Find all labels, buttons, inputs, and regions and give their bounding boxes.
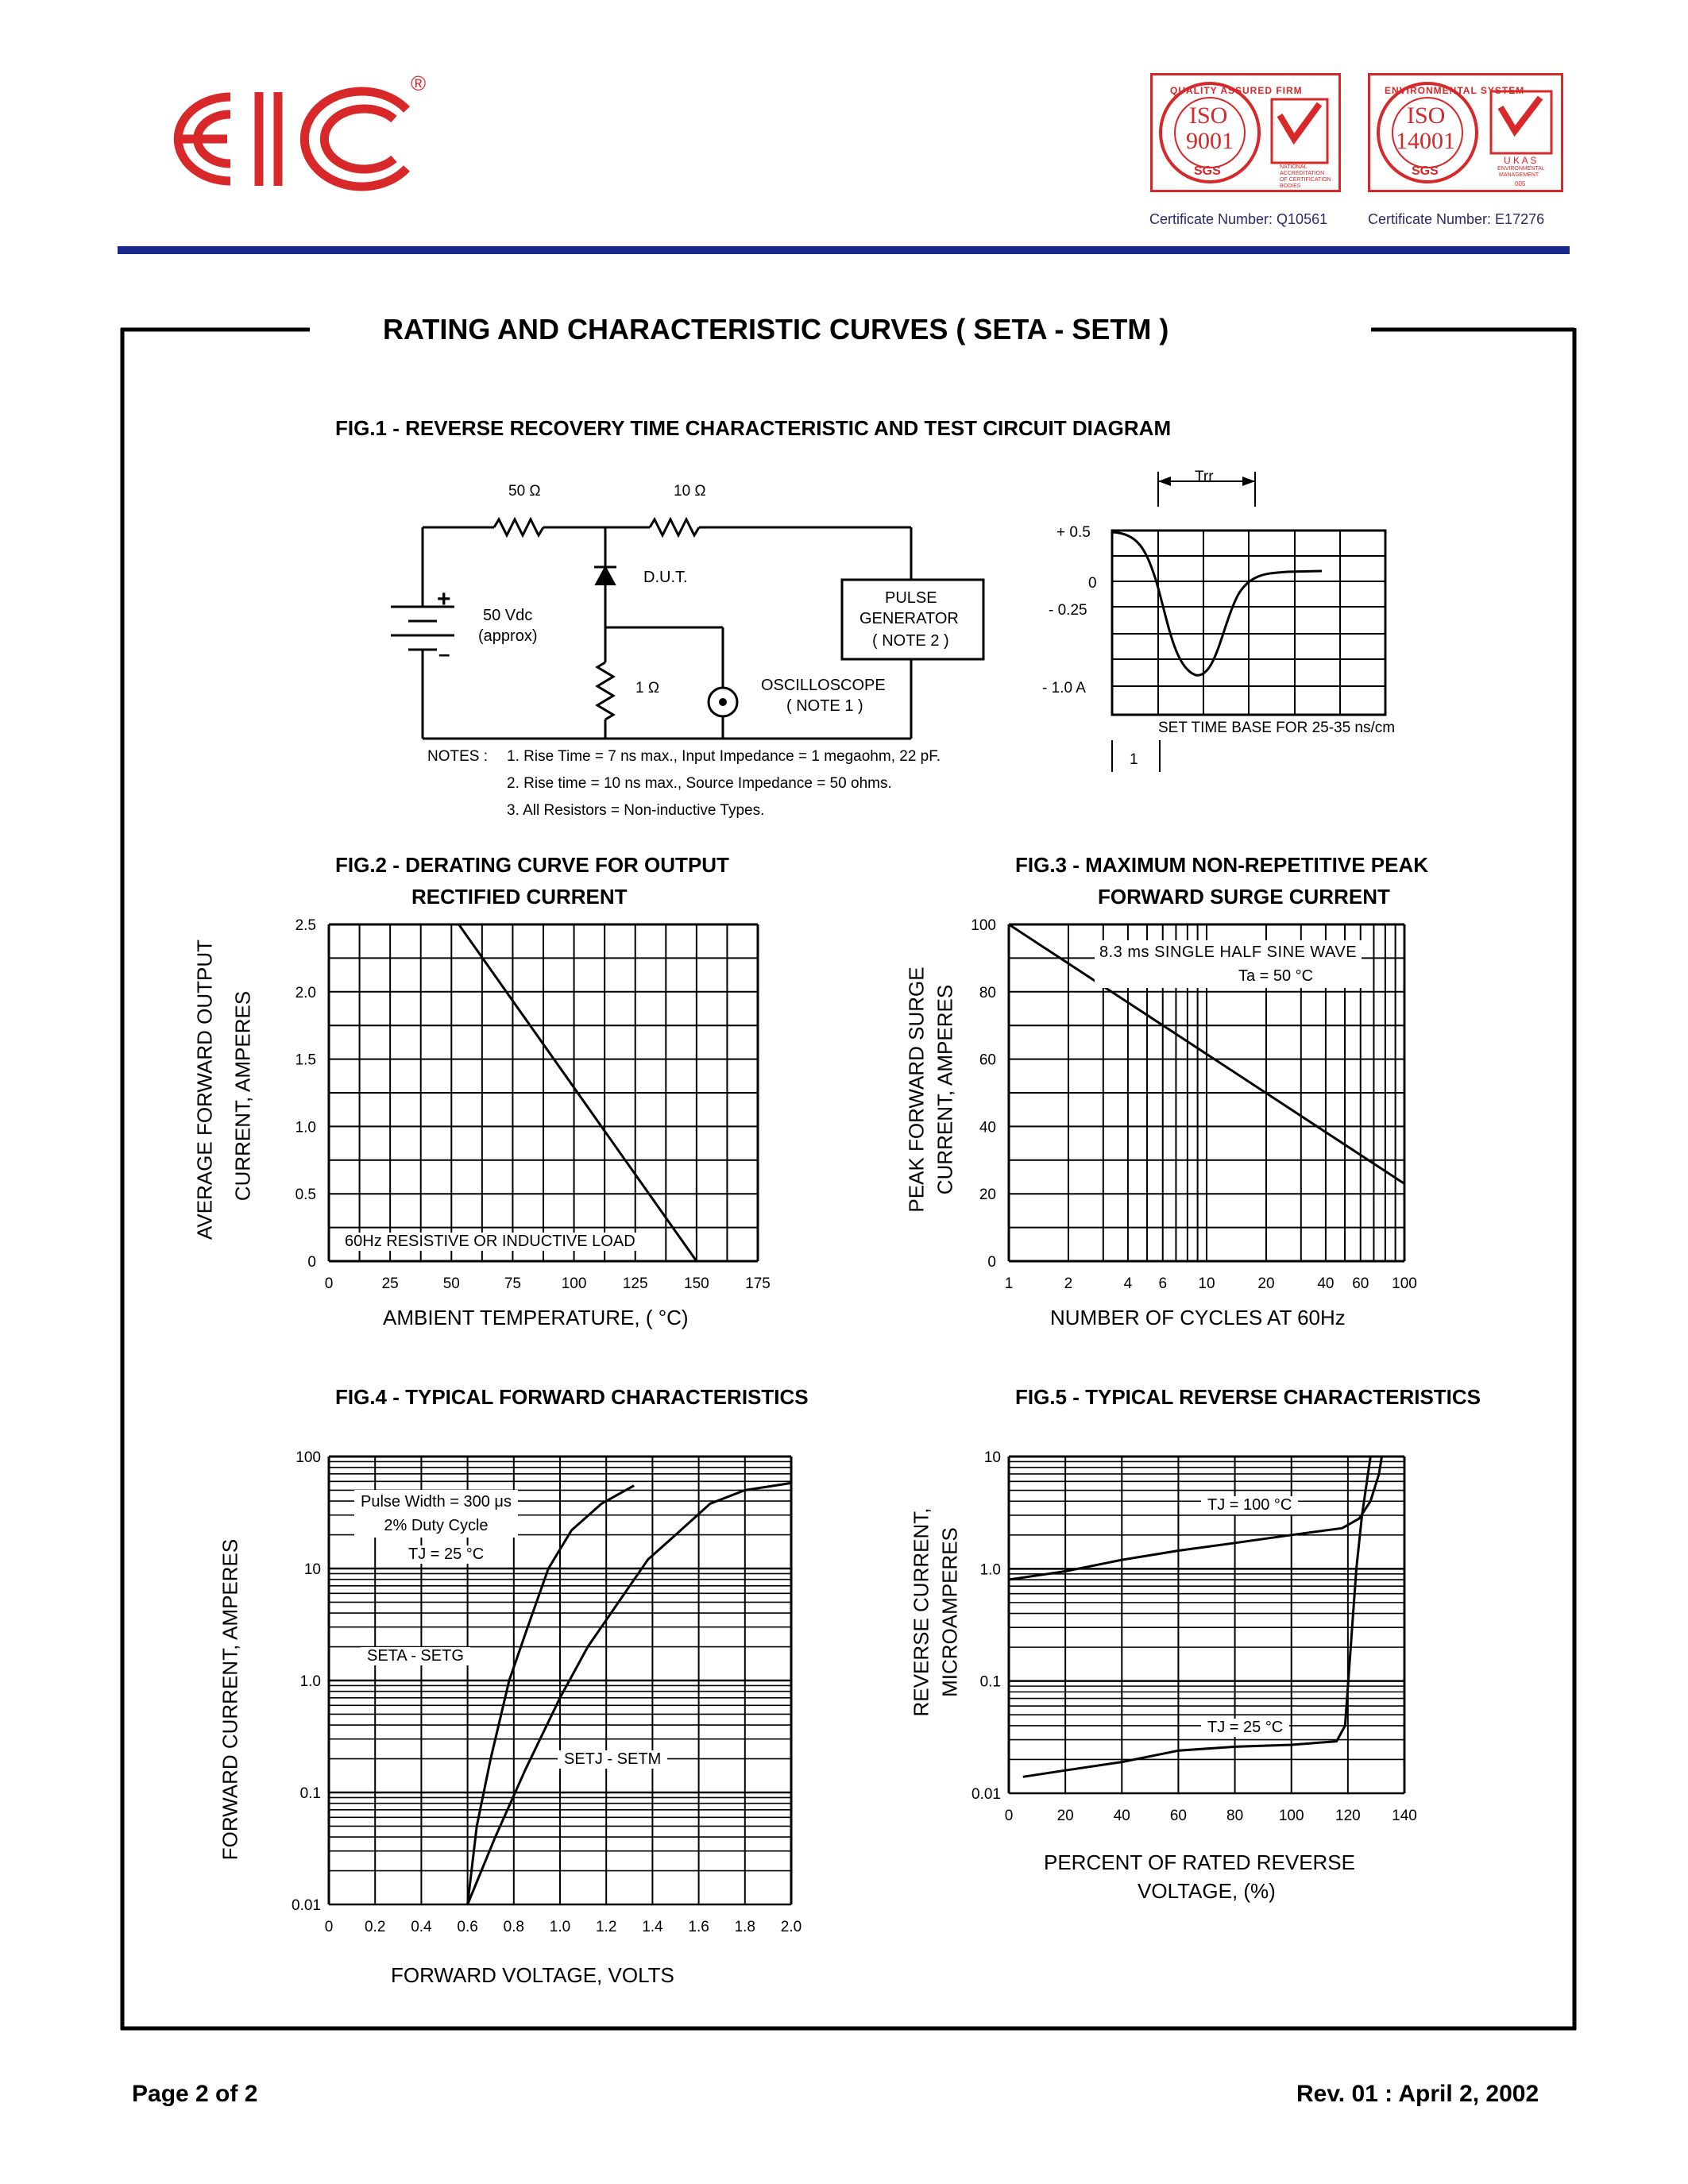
iso14001-iso-label: ISO [1407, 102, 1446, 129]
fig4-xtick: 2.0 [780, 1919, 802, 1935]
cert-number-e17276: Certificate Number: E17276 [1368, 211, 1545, 227]
iso9001-accreditation-1: NATIONAL [1280, 164, 1308, 170]
fig4-xtick: 0.6 [457, 1919, 478, 1935]
fig1-supply-label: 50 Vdc [483, 607, 533, 624]
iso14001-number: 14001 [1396, 128, 1455, 154]
fig5-ylabel-2: MICROAMPERES [937, 1527, 962, 1697]
fig2-ytick: 2.0 [295, 984, 316, 1001]
fig1-timebase-label: SET TIME BASE FOR 25-35 ns/cm [1158, 720, 1396, 736]
fig2-xtick: 25 [381, 1275, 399, 1292]
fig3-title-1: FIG.3 - MAXIMUM NON-REPETITIVE PEAK [1015, 853, 1429, 877]
fig2-xtick: 150 [684, 1275, 709, 1292]
fig5-xtick: 20 [1056, 1808, 1074, 1824]
fig1-title: FIG.1 - REVERSE RECOVERY TIME CHARACTERISTIC AND TEST CIRCUIT DIAGRAM [335, 416, 1172, 440]
fig2-annotation-text: 60Hz RESISTIVE OR INDUCTIVE LOAD [345, 1233, 635, 1250]
fig3-xtick: 40 [1317, 1275, 1335, 1292]
fig4-xtick: 0.2 [364, 1919, 386, 1935]
fig3-ytick: 0 [987, 1254, 996, 1271]
fig4-xtick: 1.6 [688, 1919, 709, 1935]
fig3-xtick: 1 [1004, 1275, 1014, 1292]
fig4-xtick: 1.8 [734, 1919, 756, 1935]
fig3-ylabel-2: CURRENT, AMPERES [933, 984, 957, 1195]
fig4-ytick: 1.0 [299, 1673, 321, 1690]
fig4-xtick: 0.8 [503, 1919, 525, 1935]
fig2-ytick: 2.5 [295, 917, 316, 934]
fig4-xtick: 1.4 [642, 1919, 663, 1935]
ukas-sub-1: ENVIRONMENTAL [1497, 166, 1545, 172]
fig3-xlabel: NUMBER OF CYCLES AT 60Hz [1050, 1306, 1346, 1329]
fig5-annotation-cold-text: TJ = 25 °C [1207, 1719, 1284, 1736]
fig5-ytick: 10 [983, 1449, 1001, 1466]
fig5-xtick: 80 [1226, 1808, 1244, 1824]
fig4-annotation-box [354, 1490, 518, 1538]
fig2-ytick: 1.0 [295, 1119, 316, 1136]
fig5-xlabel-2: VOLTAGE, (%) [1138, 1879, 1276, 1903]
fig1-trr-label: Trr [1195, 469, 1214, 485]
fig1-notes-label: NOTES : [427, 748, 489, 765]
fig1-wave-label-minus025: - 0.25 [1049, 602, 1087, 619]
fig3-annotation-2: Ta = 50 °C [1238, 967, 1314, 985]
ukas-sub-2: MANAGEMENT [1499, 172, 1539, 178]
fig1-wave-label-plus05: + 0.5 [1056, 524, 1091, 541]
fig3-xtick: 10 [1198, 1275, 1215, 1292]
fig4-xtick: 0 [324, 1919, 334, 1935]
fig2-title-1: FIG.2 - DERATING CURVE FOR OUTPUT [335, 853, 729, 877]
fig1-note-2: 2. Rise time = 10 ns max., Source Impedance = 50 ohms. [507, 775, 892, 792]
fig2-xlabel: AMBIENT TEMPERATURE, ( °C) [383, 1306, 689, 1329]
iso9001-iso-label: ISO [1189, 102, 1228, 129]
fig4-title: FIG.4 - TYPICAL FORWARD CHARACTERISTICS [335, 1385, 809, 1409]
iso9001-number: 9001 [1186, 128, 1234, 154]
fig4-series-label-a-text: SETA - SETG [367, 1647, 464, 1665]
fig4-ytick: 100 [295, 1449, 321, 1466]
fig2-xtick: 175 [745, 1275, 771, 1292]
fig4-ytick: 0.01 [292, 1897, 321, 1914]
fig4-xtick: 0.4 [411, 1919, 432, 1935]
fig5-annotation-hot [1201, 1496, 1298, 1515]
fig1-plus: + [437, 586, 451, 612]
fig3-xtick: 2 [1064, 1275, 1073, 1292]
page-title: RATING AND CHARACTERISTIC CURVES ( SETA - SETM ) [383, 313, 1169, 345]
fig1-note-3: 3. All Resistors = Non-inductive Types. [507, 802, 765, 819]
fig4-series-label-b-text: SETJ - SETM [564, 1750, 662, 1768]
cert-number-q10561: Certificate Number: Q10561 [1149, 211, 1328, 227]
fig2-ylabel-1: AVERAGE FORWARD OUTPUT [192, 940, 217, 1240]
fig3-xtick: 4 [1123, 1275, 1133, 1292]
fig1-minus: – [438, 642, 450, 666]
fig1-pulse-label: PULSE [885, 589, 937, 607]
fig4-annotation-1: Pulse Width = 300 μs [361, 1493, 512, 1511]
fig5-xlabel-1: PERCENT OF RATED REVERSE [1044, 1850, 1355, 1874]
fig1-waveform-graph [1096, 461, 1414, 786]
fig5-ytick: 1.0 [979, 1561, 1001, 1579]
fig1-scope-label: OSCILLOSCOPE [761, 677, 886, 694]
fig4-annotation-3: TJ = 25 °C [408, 1545, 485, 1563]
fig4-series-label-a [361, 1647, 470, 1665]
fig1-wave-label-minus1: - 1.0 A [1042, 680, 1086, 696]
iso14001-sgs: SGS [1412, 164, 1439, 178]
fig5-xtick: 140 [1392, 1808, 1417, 1824]
fig4-xtick: 1.0 [549, 1919, 571, 1935]
fig3-xtick: 60 [1352, 1275, 1369, 1292]
fig1-scale-mark: 1 [1130, 751, 1138, 768]
fig2-xtick: 125 [622, 1275, 648, 1292]
fig3-annotation-box [1095, 940, 1362, 988]
fig5-xtick: 0 [1004, 1808, 1014, 1824]
fig2-ylabel-2: CURRENT, AMPERES [230, 990, 255, 1202]
fig1-wave-label-zero: 0 [1088, 575, 1097, 592]
ukas-number: 005 [1515, 180, 1526, 187]
fig3-xtick: 100 [1392, 1275, 1417, 1292]
fig3-ytick: 20 [979, 1187, 996, 1204]
fig5-title: FIG.5 - TYPICAL REVERSE CHARACTERISTICS [1015, 1385, 1481, 1409]
fig3-title-2: FORWARD SURGE CURRENT [1098, 885, 1390, 909]
fig4-ylabel: FORWARD CURRENT, AMPERES [218, 1538, 242, 1861]
iso14001-ring-text: ENVIRONMENTAL SYSTEM [1385, 85, 1525, 96]
fig1-scope-note: ( NOTE 1 ) [786, 697, 863, 715]
fig1-r3-label: 1 Ω [635, 680, 660, 696]
fig2-annotation [340, 1233, 640, 1251]
fig3-ytick: 100 [971, 917, 996, 934]
iso9001-accreditation-2: ACCREDITATION [1280, 171, 1325, 176]
fig5-annotation-hot-text: TJ = 100 °C [1207, 1496, 1292, 1514]
fig4-series-label-b [558, 1750, 667, 1769]
fig1-generator-label: GENERATOR [859, 610, 959, 627]
fig5-ylabel-1: REVERSE CURRENT, [909, 1507, 933, 1717]
fig5-annotation-cold [1201, 1719, 1289, 1737]
fig3-ytick: 40 [979, 1119, 996, 1136]
fig3-xtick: 20 [1257, 1275, 1275, 1292]
fig5-xtick: 40 [1113, 1808, 1130, 1824]
ukas-label: U K A S [1504, 155, 1537, 166]
fig1-supply-sub: (approx) [478, 627, 538, 645]
footer-revision: Rev. 01 : April 2, 2002 [1296, 2081, 1539, 2107]
fig1-pulse-note: ( NOTE 2 ) [872, 632, 949, 650]
fig2-xtick: 75 [504, 1275, 521, 1292]
fig5-xtick: 60 [1169, 1808, 1187, 1824]
fig2-xtick: 0 [324, 1275, 334, 1292]
fig1-waveform-curve [1112, 532, 1322, 675]
iso9001-sgs: SGS [1194, 164, 1221, 178]
registered-mark: ® [411, 71, 427, 95]
fig4-ytick: 10 [303, 1561, 321, 1578]
fig5-curve-25c [1023, 1457, 1371, 1777]
fig1-r1-label: 50 Ω [508, 483, 541, 500]
fig1-dut-label: D.U.T. [643, 569, 688, 586]
fig3-xtick: 6 [1158, 1275, 1168, 1292]
fig4-xtick: 1.2 [595, 1919, 617, 1935]
fig5-ytick: 0.1 [979, 1673, 1001, 1691]
fig4-ytick: 0.1 [299, 1785, 321, 1802]
fig2-xtick: 100 [561, 1275, 587, 1292]
fig4-curve-setj-setm [468, 1483, 791, 1904]
fig5-xtick: 120 [1335, 1808, 1361, 1824]
fig2-ytick: 1.5 [295, 1051, 316, 1069]
fig1-note-1: 1. Rise Time = 7 ns max., Input Impedance = 1 megaohm, 22 pF. [507, 748, 941, 765]
fig2-xtick: 50 [442, 1275, 460, 1292]
fig1-r2-label: 10 Ω [674, 483, 706, 500]
fig5-ytick: 0.01 [971, 1786, 1001, 1803]
fig2-ytick: 0.5 [295, 1187, 316, 1204]
fig5-xtick: 100 [1278, 1808, 1304, 1824]
fig3-ylabel-1: PEAK FORWARD SURGE [904, 967, 929, 1213]
fig3-annotation-1: 8.3 ms SINGLE HALF SINE WAVE [1099, 943, 1358, 961]
footer-page-number: Page 2 of 2 [132, 2081, 258, 2107]
iso9001-ring-text: QUALITY ASSURED FIRM [1170, 85, 1303, 96]
fig4-xlabel: FORWARD VOLTAGE, VOLTS [391, 1963, 674, 1987]
iso9001-accreditation-4: BODIES [1280, 183, 1301, 189]
iso9001-accreditation-3: OF CERTIFICATION [1280, 177, 1331, 183]
fig2-ytick: 0 [307, 1254, 316, 1271]
fig4-annotation-tj [402, 1545, 490, 1564]
fig3-ytick: 60 [979, 1051, 996, 1069]
fig4-annotation-2: 2% Duty Cycle [384, 1517, 489, 1534]
fig2-title-2: RECTIFIED CURRENT [411, 885, 628, 909]
fig3-ytick: 80 [979, 984, 996, 1001]
